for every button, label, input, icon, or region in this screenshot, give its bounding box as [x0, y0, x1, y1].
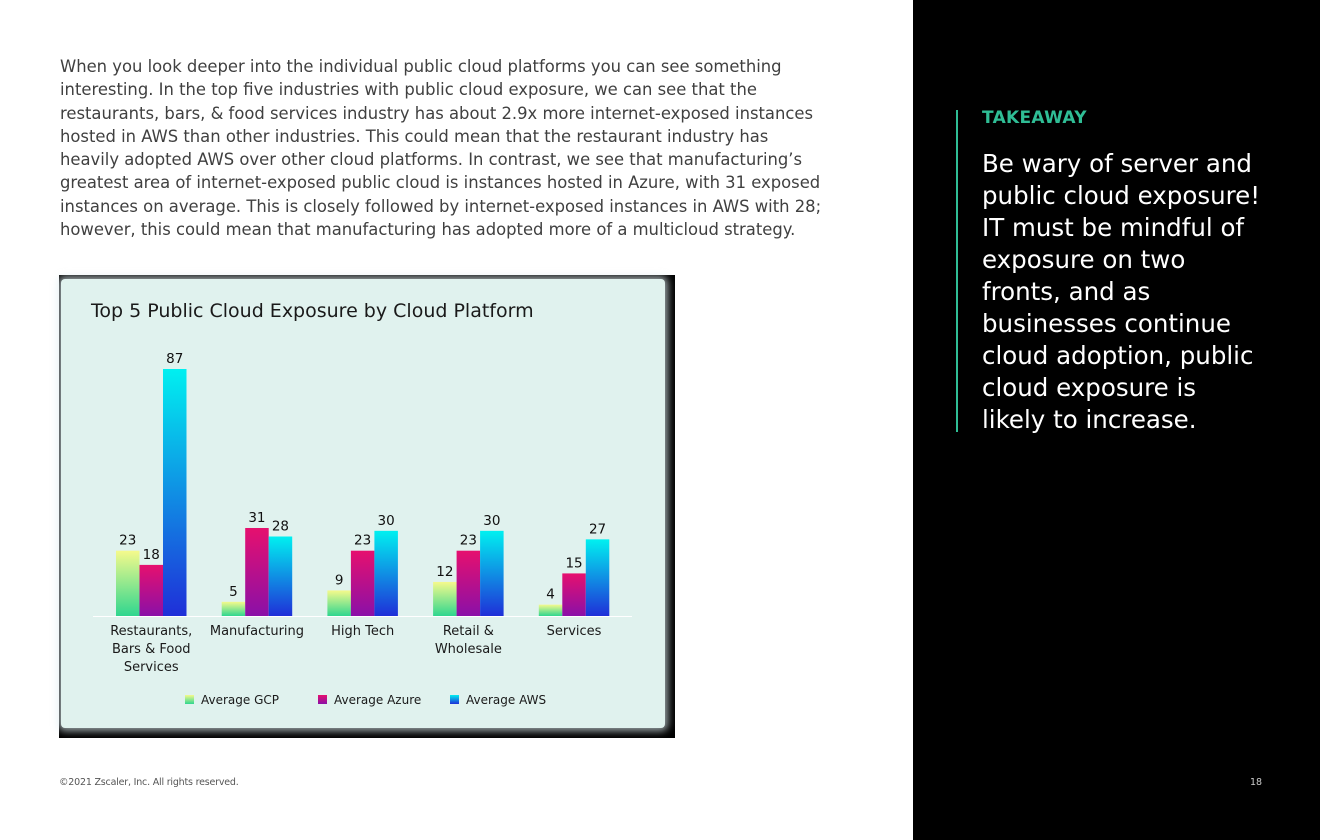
bar: [116, 551, 140, 616]
category-label: Services: [546, 624, 602, 639]
bar: [374, 531, 398, 616]
category-label: Retail & Wholesale: [434, 624, 502, 657]
chart-title: Top 5 Public Cloud Exposure by Cloud Platform: [91, 300, 534, 322]
bar: [269, 537, 293, 616]
legend-entry: Average Azure: [334, 693, 422, 707]
bar: [433, 582, 457, 616]
category-label: Manufacturing: [209, 624, 305, 639]
data-label: 27: [588, 521, 607, 538]
data-label: 4: [546, 586, 555, 603]
bar: [480, 531, 504, 616]
bar: [457, 551, 481, 616]
legend-entry: Average AWS: [466, 693, 547, 707]
data-label: 30: [377, 512, 395, 529]
bar: [140, 565, 164, 616]
bar: [586, 539, 610, 616]
legend-entry: Average GCP: [201, 693, 280, 707]
data-label: 30: [483, 512, 501, 529]
data-label: 15: [565, 555, 583, 572]
legend-swatch: [450, 695, 459, 704]
takeaway-label: TAKEAWAY: [982, 108, 1087, 128]
data-label: 5: [229, 583, 238, 600]
bar: [327, 590, 351, 616]
copyright-footer: ©2021 Zscaler, Inc. All rights reserved.: [59, 777, 239, 788]
bar: [245, 528, 269, 616]
body-paragraph: When you look deeper into the individual public cloud platforms you can see something interesting. In the top five industries with public cloud exposure, we can see that the restaurants, bars, & food services industry has about 2.9x more internet-exposed instances hosted in AWS than other industries. This could mean that the restaurant industry has heavily adopted AWS over other cloud platforms. In contrast, we see that manufacturing’s greatest area of internet-exposed public cloud is instances hosted in Azure, with 31 exposed instances on average. This is closely followed by internet-exposed instances in AWS with 28; however, this could mean that manufacturing has adopted more of a multicloud strategy.: [60, 57, 822, 240]
category-label: High Tech: [331, 624, 395, 639]
category-label: Restaurants, Bars & Food Services: [110, 624, 193, 675]
data-label: 18: [142, 546, 160, 563]
bar: [222, 602, 246, 616]
data-label: 31: [248, 509, 266, 526]
legend-swatch: [185, 695, 194, 704]
page-number: 18: [1250, 777, 1263, 788]
data-label: 23: [354, 532, 372, 549]
data-label: 23: [119, 532, 137, 549]
bar: [562, 573, 586, 616]
data-label: 28: [271, 518, 290, 535]
takeaway-accent-line: [956, 110, 958, 432]
bar: [539, 605, 563, 616]
data-label: 9: [334, 572, 344, 589]
legend-swatch: [318, 695, 327, 704]
takeaway-text: Be wary of server and public cloud exposure! IT must be mindful of exposure on two fronts, and as businesses continue cloud adoption, public cloud exposure is likely to increase.: [982, 149, 1261, 434]
data-label: 87: [166, 351, 184, 367]
data-label: 23: [459, 532, 477, 549]
bar: [351, 551, 375, 616]
bar: [163, 369, 187, 616]
data-label: 12: [436, 563, 454, 580]
